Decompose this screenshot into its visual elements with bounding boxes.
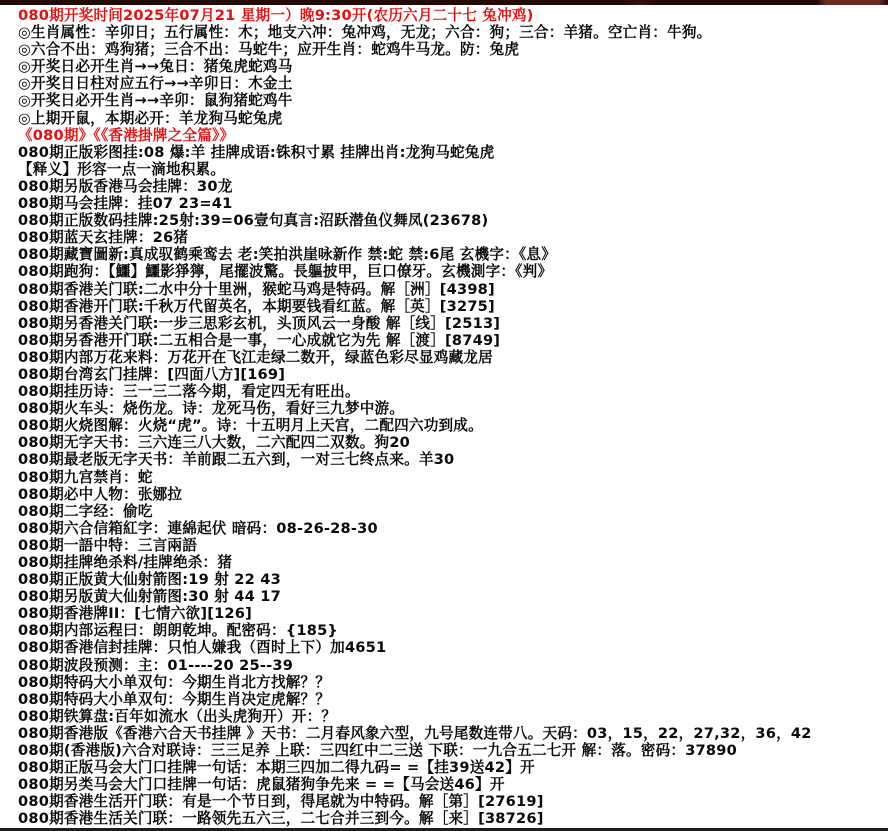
text-line: 080期香港信封挂牌：只怕人嫌我（酉时上下）加4651 <box>18 639 387 657</box>
text-line: 080期正版彩图挂:08 爆:羊 挂牌成语:铢积寸累 挂牌出肖:龙狗马蛇兔虎 <box>18 143 495 161</box>
text-line: 080期挂牌绝杀料/挂牌绝杀：猪 <box>18 554 233 571</box>
draw-time-header: 080期开奖时间2025年07月21 星期一）晚9:30开(农历六月二十七 兔冲鸡) <box>18 7 534 24</box>
text-line: 080期正版马会大门口挂牌一句话：本期三四加二得九码= =【挂39送42】开 <box>18 759 535 777</box>
text-line: 080期另版黄大仙射箭图:30 射 44 17 <box>18 588 282 606</box>
text-line: 080期马会挂牌：挂07 23=41 <box>18 195 233 213</box>
text-line: 080期铁算盘:百年如流水（出头虎狗开）开：？ <box>18 707 337 725</box>
text-line: 080期正版黄大仙射箭图:19 射 22 43 <box>18 571 282 589</box>
text-line: 080期火烧图解：火烧“虎”。诗：十五明月上天宫，二配四六功到成。 <box>18 417 483 435</box>
text-line: 080期挂历诗：三一三二落今期，看定四无有旺出。 <box>18 383 360 401</box>
text-line: 080期内部运程曰：朗朗乾坤。配密码：{185} <box>18 622 339 640</box>
text-line: 080期另版香港马会挂牌：30龙 <box>18 177 233 195</box>
text-line: 080期台湾玄门挂牌：[四面八方][169] <box>18 365 286 383</box>
text-line: 080期一語中特：三言兩語 <box>18 536 198 554</box>
text-line: 080期香港生活开门联：有是一个节日到，得尾就为中特码。解［第］[27619] <box>18 793 544 811</box>
text-line: 080期九宫禁肖：蛇 <box>18 468 153 486</box>
text-line: ◎开奖日日柱对应五行→→辛卯日：木金土 <box>18 75 293 93</box>
text-line: 080期藏寶圖新:真成驭鹤乘鸾去 老:笑拍洪崖咏新作 禁:蛇 禁:6尾 玄機字：《息》 <box>18 246 556 264</box>
text-line: 080期无字天书：三六连三八大数，二六配四二双数。狗20 <box>18 434 411 452</box>
text-line: 080期波段预测：主：01----20 25--39 <box>18 656 294 674</box>
section-title: 《080期》《《香港掛牌之全篇》》 <box>18 126 235 144</box>
tips-text-block <box>0 5 888 828</box>
text-line: 080期香港生活关门联：一路领先五六三，二七合并三到今。解［来］[38726] <box>18 810 544 828</box>
text-line: 080期香港牌II：[七情六欲][126] <box>18 605 253 623</box>
text-line: 080期另类马会大门口挂牌一句话：虎鼠猪狗争先来 = =【马会送46】开 <box>18 776 505 794</box>
text-line: ◎生肖属性：辛卯日；五行属性：木；地支六冲：兔冲鸡，无龙；六合：狗；三合：羊猪。空亡肖：牛狗。 <box>18 24 712 42</box>
text-line: ◎六合不出：鸡狗猪；三合不出：马蛇牛；应开生肖：蛇鸡牛马龙。防：兔虎 <box>18 41 520 59</box>
text-line: 【释义】形容一点一滴地积累。 <box>18 160 226 178</box>
text-line: 080期正版数码挂牌:25射:39=06壹句真言:沼跃潜鱼仪舞凤(23678) <box>18 212 489 230</box>
text-line: 080期特码大小单双句：今期生肖决定虎解？？ <box>18 690 331 708</box>
text-line: ◎上期开鼠，本期必开：羊龙狗马蛇兔虎 <box>18 109 283 127</box>
text-line: ◎开奖日必开生肖→→辛卯：鼠狗猪蛇鸡牛 <box>18 92 293 110</box>
text-line: 080期必中人物：张娜拉 <box>18 485 183 503</box>
text-line: 080期蓝天玄挂牌：26猪 <box>18 229 189 247</box>
text-line: 080期内部万花来料：万花开在飞江走绿二数开，绿蓝色彩尽显鸡藏龙居 <box>18 348 493 366</box>
text-line: 080期(香港版)六合对联诗：三三足养 上联：三四红中二三送 下联：一九合五二七开 解：落。密码：37890 <box>18 742 737 760</box>
text-line: ◎开奖日必开生肖→→兔日：猪兔虎蛇鸡马 <box>18 58 293 76</box>
text-line: 080期香港开门联:千秋万代留英名，本期要钱看红蓝。解［英］[3275] <box>18 297 495 315</box>
text-line: 080期二字经：偷吃 <box>18 502 153 520</box>
text-line: 080期特码大小单双句：今期生肖北方找解？？ <box>18 673 331 691</box>
text-line: 080期另香港开门联:二五相合是一事，一心成就它为先 解［渡］[8749] <box>18 331 501 349</box>
text-line: 080期另香港关门联:一步三思彩玄机，头顶风云一身酸 解［线］[2513] <box>18 314 501 332</box>
text-line: 080期火车头：烧伤龙。诗：龙死马伤，看好三九梦中游。 <box>18 400 405 418</box>
text-line: 080期六合信箱紅字：連綿起伏 暗码：08-26-28-30 <box>18 519 378 537</box>
text-line: 080期香港关门联:二水中分十里洲，猴蛇马鸡是特码。解［洲］[4398] <box>18 280 495 298</box>
text-line: 080期最老版无字天书：羊前跟二五六到，一对三七终点来。羊30 <box>18 451 455 469</box>
text-line: 080期跑狗：【鱷】鱷影猙獰，尾擺波驚。長軀披甲，巨口僚牙。玄機測字：《判》 <box>18 263 553 281</box>
text-line: 080期香港版《香港六合天书挂牌 》天书：二月春风象六型，九号尾数连带八。天码：03，15，22，27,32，36，42 <box>18 724 812 742</box>
